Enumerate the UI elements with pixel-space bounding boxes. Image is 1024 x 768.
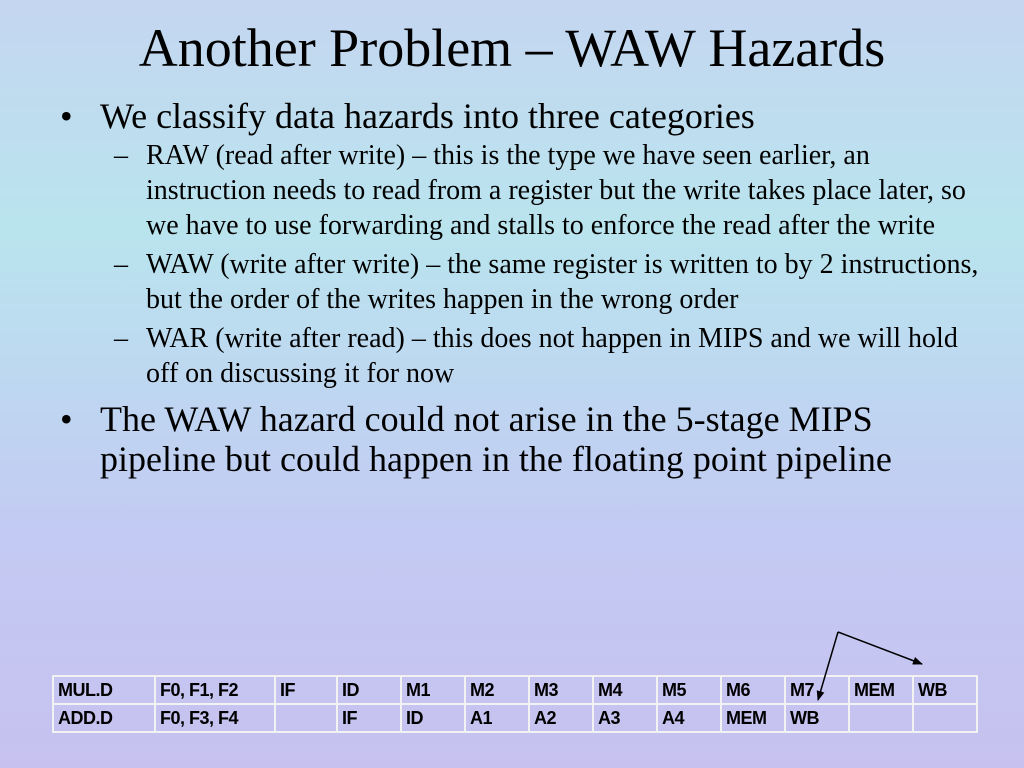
instruction-cell: MUL.D: [53, 676, 155, 704]
sub-bullet-war: [114, 321, 980, 391]
stage-cell: A4: [657, 704, 721, 732]
stage-cell: A2: [529, 704, 593, 732]
stage-cell: M1: [401, 676, 465, 704]
pipeline-table: [52, 675, 978, 733]
operands-cell: F0, F3, F4: [155, 704, 275, 732]
bullet-waw-floating-point: [60, 399, 980, 479]
operands-cell: F0, F1, F2: [155, 676, 275, 704]
stage-cell: A3: [593, 704, 657, 732]
stage-cell: ID: [401, 704, 465, 732]
stage-cell: MEM: [721, 704, 785, 732]
pipeline-row-add: [53, 704, 977, 732]
stage-cell: ID: [337, 676, 401, 704]
bullet-classify-hazards: [60, 96, 980, 136]
dash-marker: –: [114, 249, 128, 280]
stage-cell: M7: [785, 676, 849, 704]
instruction-cell: ADD.D: [53, 704, 155, 732]
slide-title: Another Problem – WAW Hazards: [138, 18, 886, 78]
stage-cell: IF: [275, 676, 337, 704]
stage-cell: [849, 704, 913, 732]
sub-bullet-waw: [114, 247, 980, 317]
slide-content: [60, 96, 980, 479]
arrow-to-wb-line: [838, 632, 922, 664]
hazard-types-list: [114, 138, 980, 391]
stage-cell: WB: [913, 676, 977, 704]
stage-cell: M6: [721, 676, 785, 704]
sub-bullet-text: RAW (read after write) – this is the type we have seen earlier, an instruction needs to read from a register but the write takes place later, so we have to use forwarding and stalls to enforce the read after the write: [146, 140, 966, 241]
pipeline-row-mul: [53, 676, 977, 704]
stage-cell: IF: [337, 704, 401, 732]
sub-bullet-raw: [114, 138, 980, 243]
bullet-text: We classify data hazards into three categories: [100, 96, 755, 136]
stage-cell: MEM: [849, 676, 913, 704]
sub-bullet-text: WAR (write after read) – this does not happen in MIPS and we will hold off on discussing it for now: [146, 323, 958, 389]
sub-bullet-text: WAW (write after write) – the same register is written to by 2 instructions, but the order of the writes happen in the wrong order: [146, 249, 979, 315]
bullet-marker: •: [60, 96, 73, 136]
dash-marker: –: [114, 140, 128, 171]
bullet-marker: •: [60, 399, 73, 439]
stage-cell: A1: [465, 704, 529, 732]
stage-cell: [913, 704, 977, 732]
stage-cell: M2: [465, 676, 529, 704]
stage-cell: [275, 704, 337, 732]
bullet-text: The WAW hazard could not arise in the 5-stage MIPS pipeline but could happen in the floating point pipeline: [100, 399, 892, 479]
stage-cell: WB: [785, 704, 849, 732]
stage-cell: M4: [593, 676, 657, 704]
dash-marker: –: [114, 323, 128, 354]
stage-cell: M5: [657, 676, 721, 704]
stage-cell: M3: [529, 676, 593, 704]
